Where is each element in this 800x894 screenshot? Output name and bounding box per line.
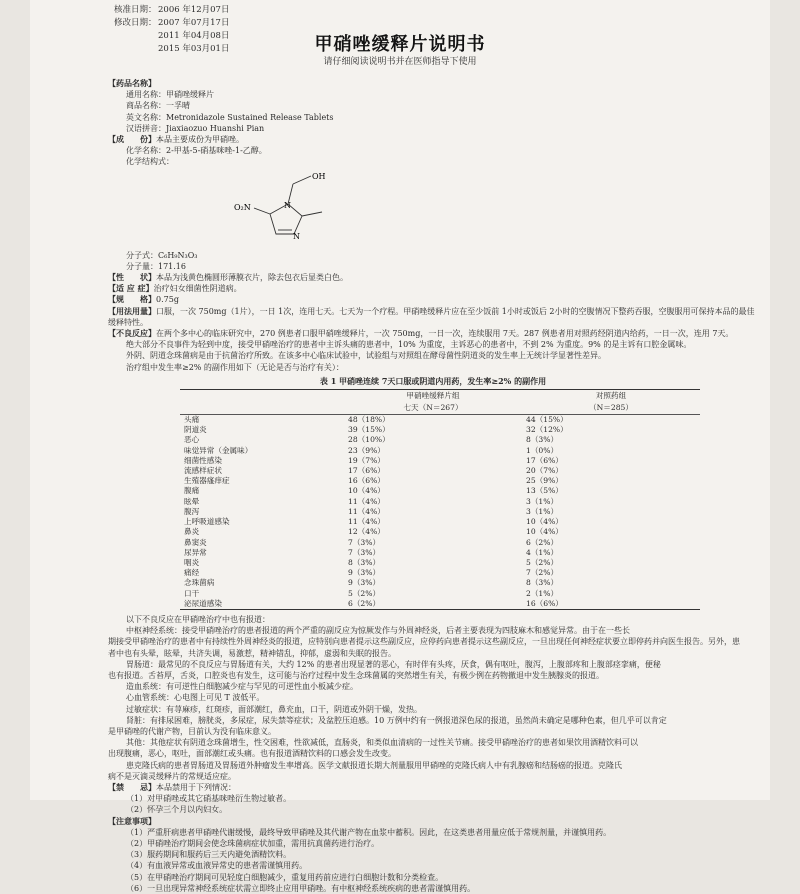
table-row [180,486,700,496]
paragraph-line: 病不是灭滴灵缓释片的常规适应症。 [108,771,236,781]
contra-item-2: （2）怀孕三个月以内妇女。 [126,805,228,815]
structure-label: 化学结构式： [126,157,174,167]
event-name: 阴道炎 [184,425,207,435]
col-group-2: 对照药组 [522,390,700,403]
control-value: 10（4%） [526,527,563,537]
nitro-label: O₂N [234,202,251,212]
pinyin-name: 汉语拼音：Jiaxiaozuo Huanshi Pian [126,123,265,133]
event-name: 眩晕 [184,496,200,506]
event-name: 味觉异常（金属味） [184,445,253,455]
table-row [180,415,700,426]
section-line [108,306,758,328]
control-value: 7（2%） [526,568,559,578]
section-text: 本品为浅黄色椭圆形薄膜衣片，除去包衣后显类白色。 [156,273,348,283]
section-heading: 【性 状】 [108,272,156,283]
ae-paragraph-line: 外阴、阴道念珠菌病是由于抗菌治疗所致。在该多中心临床试验中，试验组与对照组在酵母菌性阴道炎的发生率上无统计学显著性差异。 [126,351,606,361]
event-name: 上呼吸道感染 [184,517,230,527]
composition-line: 【成 份】本品主要成份为甲硝唑。 [108,134,244,145]
paragraph-line: 以下不良反应在甲硝唑治疗中也有报道： [126,614,270,624]
treatment-value: 7（3%） [348,537,381,547]
control-value: 8（3%） [526,435,559,445]
paragraph-line: 中枢神经系统：接受甲硝唑治疗的患者报道的两个严重的副反应为惊厥发作与外周神经炎，后者主要表现为四肢麻木和感觉异常。由于在一些长 [126,626,630,636]
precaution-item: （1）严重肝病患者甲硝唑代谢缓慢，最终导致甲硝唑及其代谢产物在血浆中蓄积。因此，在这类患者用量应低于常规剂量，并谨慎用药。 [126,827,612,837]
table-row [180,425,700,435]
table-row [180,548,700,558]
treatment-value: 23（9%） [348,445,385,455]
event-name: 生殖器瘙痒症 [184,476,230,486]
event-name: 细菌性感染 [184,455,222,465]
paragraph-line: 造血系统：有可逆性白细胞减少症与罕见的可逆性血小板减少症。 [126,682,358,692]
section-line [108,272,758,283]
date-label: 核准日期： [114,5,157,15]
event-name: 尿异常 [184,547,207,557]
section-heading: 【用法用量】 [108,305,156,316]
section-text: 在两个多中心的临床研究中，270 例患者口服甲硝唑缓释片，一次 750mg，一日一次，连续服用 7天。287 例患者用对照药经阴道内给药，一日一次，连用 7天。 [156,329,734,339]
event-name: 泌尿道感染 [180,599,344,610]
section-line [108,328,758,339]
treatment-value: 17（6%） [348,466,385,476]
table-row [180,538,700,548]
col-sub-2: （N＝285） [522,402,700,415]
control-value: 25（9%） [526,476,563,486]
date-value: 2007 年07月17日 [158,18,230,28]
section-text: 治疗妇女细菌性阴道病。 [153,284,242,294]
table-row [180,466,700,476]
date-row [114,4,229,17]
col-group-1: 甲硝唑缓释片组 [344,390,522,403]
metronidazole-structure [198,168,398,250]
control-value: 4（1%） [526,547,559,557]
section-text: 0.75g [156,295,179,305]
col-sub-1: 七天（N＝267） [344,402,522,415]
precaution-item: （5）在甲硝唑治疗期间可见轻度白细胞减少，重复用药前应进行白细胞计数和分类检查。 [126,872,444,882]
paragraph-line: 胃肠道：最常见的不良反应与胃肠道有关，大约 12% 的患者出现显著的恶心，有时伴有头疼，厌食，偶有呕吐，腹泻，上腹部疼和上腹部痉挛痛，便秘 [126,659,661,669]
adverse-events-table [180,389,700,610]
date-row [114,17,229,30]
control-value: 20（7%） [526,466,563,476]
date-value: 2011 年04月08日 [158,31,230,41]
table-row [180,435,700,445]
control-value: 6（2%） [526,537,559,547]
event-name: 腹痛 [184,486,200,496]
ae-paragraph-line: 绝大部分不良事件为轻到中度，接受甲硝唑治疗的患者中主诉头痛的患者中，10% 为重度，主诉恶心的患者中，不到 2% 为重度。9% 的是主诉有口腔金属味。 [126,340,692,350]
section-line [108,294,758,305]
precaution-item: （6）一旦出现异常神经系统症状需立即终止应用甲硝唑。有中枢神经系统疾病的患者需谨慎用药。 [126,883,476,893]
contraindications-line: 【禁 忌】本品禁用于下列情况： [108,781,236,792]
table-row [180,446,700,456]
paragraph-line: 过敏症状：有荨麻疹，红斑疹，面部潮红，鼻充血，口干，阴道或外阴干燥，发热。 [126,704,422,714]
contra-item-1: （1）对甲硝唑或其它硝基咪唑衍生物过敏者。 [126,794,292,804]
event-name: 鼻炎 [184,527,200,537]
table-row [180,527,700,537]
precaution-item: （4）有血液异常或血液异常史的患者需谨慎用药。 [126,861,308,871]
control-value: 32（12%） [526,425,568,435]
treatment-value: 6（2%） [344,599,522,610]
table-row [180,568,700,578]
event-name: 痛经 [184,568,200,578]
treatment-value: 8（3%） [348,557,381,567]
event-name: 念珠菌病 [184,578,215,588]
trade-name: 商品名称：一孚晴 [126,101,190,111]
document-subtitle: 请仔细阅读说明书并在医师指导下使用 [323,57,477,67]
date-value: 2015 年03月01日 [158,44,230,54]
leaflet-sheet [30,0,770,893]
chemical-name: 化学名称：2-甲基-5-硝基咪唑-1-乙醇。 [126,146,267,156]
paragraph-line: 出现腹痛，恶心，呕吐，面部潮红或头痛。也有报道酒精饮料的口感会发生改变。 [108,749,396,759]
event-name: 口干 [184,588,200,598]
section-heading: 【不良反应】 [108,328,156,339]
control-value: 1（0%） [526,445,559,455]
table-row [180,456,700,466]
table-row [180,497,700,507]
control-value: 3（1%） [526,506,559,516]
control-value: 8（3%） [526,578,559,588]
table-row [180,589,700,599]
table-row [180,507,700,517]
treatment-value: 11（4%） [348,506,385,516]
generic-name: 通用名称：甲硝唑缓释片 [126,90,214,100]
treatment-value: 11（4%） [348,496,385,506]
paragraph-line: 肾脏：有排尿困难，膀胱炎，多尿症，尿失禁等症状；及盆腔压迫感。10 万例中约有一例报道深色尿的报道，虽然尚未确定是哪种色素，但几乎可以肯定 [126,715,667,725]
n3-label: N [293,231,300,241]
event-name: 恶心 [184,435,200,445]
control-value: 16（6%） [522,599,700,610]
treatment-value: 12（4%） [348,527,385,537]
paragraph-line: 是甲硝唑的代谢产物，目前认为没有临床意义。 [108,726,276,736]
date-label: 修改日期： [114,18,157,28]
event-name: 咽炎 [184,557,200,567]
treatment-value: 19（7%） [348,455,385,465]
section-text: 口服，一次 750mg（1片），一日 1次，连用七天。七天为一个疗程。甲硝唑缓释片应在至少饭前 1小时或饭后 2小时的空腹情况下整药吞服，空腹服用可保持本品的最佳缓释特性。 [108,306,755,327]
treatment-value: 16（6%） [348,476,385,486]
control-value: 2（1%） [526,588,559,598]
treatment-value: 11（4%） [348,517,385,527]
paragraph-line: 期接受甲硝唑治疗的患者中有持续性外周神经炎的报道，应特别向患者提示这些副反应，应停药向患者提示这些副反应，一旦出现任何神经症状要立即停药并向医生报告。另外，患 [108,637,740,647]
paragraph-line: 患克隆氏病的患者胃肠道及胃肠道外肿瘤发生率增高。医学文献报道长期大剂量服用甲硝唑的克隆氏病人中有乳腺癌和结肠癌的报道。克隆氏 [126,760,622,770]
section-heading: 【规 格】 [108,294,156,305]
paragraph-line: 者中也有头晕，眩晕，共济失调，易激惹，精神错乱，抑郁，虚弱和失眠的报告。 [108,648,396,658]
treatment-value: 48（18%） [348,415,390,425]
treatment-value: 39（15%） [348,425,390,435]
paragraph-line: 其他：其他症状有阴道念珠菌增生，性交困难，性欲减低，直肠炎，和类似血清病的一过性关节痛。接受甲硝唑治疗的患者如果饮用酒精饮料可以 [126,738,638,748]
table-row [180,558,700,568]
control-value: 10（4%） [526,517,563,527]
molecular-weight: 分子量：171.16 [126,261,186,271]
section-line [108,283,758,294]
control-value: 3（1%） [526,496,559,506]
oh-label: OH [312,171,326,181]
section-heading: 【适 应 症】 [108,283,154,294]
table-row [180,578,700,588]
control-value: 13（5%） [526,486,563,496]
table-row [180,517,700,527]
document-title: 甲硝唑缓释片说明书 [314,34,486,55]
treatment-value: 9（3%） [348,578,381,588]
table-row [180,476,700,486]
precautions-heading: 【注意事项】 [108,815,156,826]
ae-paragraph-line: 治疗组中发生率≥2% 的副作用如下（无论是否与治疗有关）： [126,362,344,372]
table-row [180,599,700,610]
control-value: 5（2%） [526,557,559,567]
date-value: 2006 年12月07日 [158,5,230,15]
molecular-formula: 分子式：C₆H₉N₃O₃ [126,250,198,260]
precaution-item: （3）服药期间和服药后三天内避免酒精饮料。 [126,850,292,860]
event-name: 腹泻 [184,506,200,516]
control-value: 17（6%） [526,455,563,465]
paragraph-line: 也有报道。舌苔厚，舌炎，口腔炎也有发生，这可能与治疗过程中发生念珠菌属的突然增生有关，有极少例在药物撤退中发生胰腺炎的报道。 [108,670,604,680]
treatment-value: 28（10%） [348,435,390,445]
treatment-value: 9（3%） [348,568,381,578]
event-name: 鼻窦炎 [184,537,207,547]
paragraph-line: 心血管系统：心电图上可见 T 波低平。 [126,693,265,703]
document-body [108,78,758,894]
treatment-value: 5（2%） [348,588,381,598]
section-heading-drug-name: 【药品名称】 [108,78,156,88]
control-value: 44（15%） [526,415,568,425]
table-title: 表 1 甲硝唑连续 7天口服或阴道内用药，发生率≥2% 的副作用 [319,375,547,386]
treatment-value: 7（3%） [348,547,381,557]
treatment-value: 10（4%） [348,486,385,496]
event-name: 流感样症状 [184,466,222,476]
precaution-item: （2）甲硝唑治疗期间会使念珠菌病症状加重，需用抗真菌药进行治疗。 [126,838,380,848]
english-name: 英文名称：Metronidazole Sustained Release Tablets [126,112,334,122]
n1-label: N [284,200,291,210]
chemical-structure-diagram [108,168,758,250]
event-name: 头痛 [184,415,200,425]
